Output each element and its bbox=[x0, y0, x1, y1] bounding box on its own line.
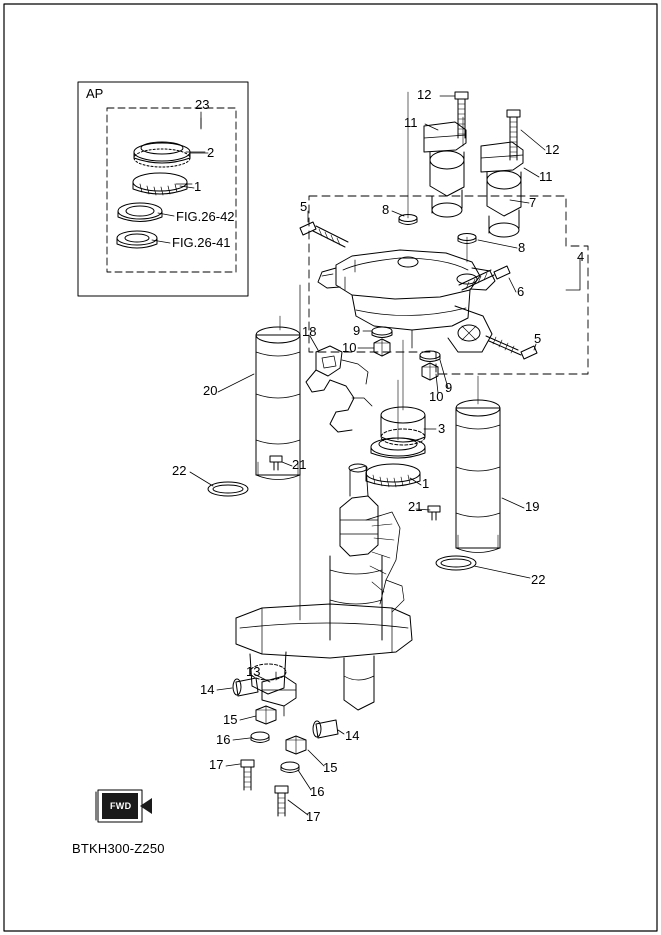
callout-number[interactable]: 20 bbox=[203, 383, 218, 398]
callout-number[interactable]: 15 bbox=[223, 712, 238, 727]
diagram-code: BTKH300-Z250 bbox=[72, 841, 165, 856]
callout-number[interactable]: 10 bbox=[342, 340, 357, 355]
callout-number[interactable]: 8 bbox=[382, 202, 390, 217]
callout-number[interactable]: 5 bbox=[534, 331, 542, 346]
fwd-arrow-label: FWD bbox=[110, 801, 132, 811]
callout-number[interactable]: 15 bbox=[323, 760, 338, 775]
ap-box-label: AP bbox=[86, 86, 104, 101]
callout-number[interactable]: 9 bbox=[353, 323, 361, 338]
callout-number[interactable]: 1 bbox=[194, 179, 202, 194]
callout-number[interactable]: 22 bbox=[531, 572, 546, 587]
callout-number[interactable]: 8 bbox=[518, 240, 526, 255]
callout-number[interactable]: 2 bbox=[207, 145, 215, 160]
callout-number[interactable]: 9 bbox=[445, 380, 453, 395]
callout-number[interactable]: 14 bbox=[200, 682, 215, 697]
callout-number[interactable]: 11 bbox=[404, 115, 418, 130]
callout-number[interactable]: 13 bbox=[246, 664, 261, 679]
callout-number[interactable]: 5 bbox=[300, 199, 308, 214]
figure-ref[interactable]: FIG.26-42 bbox=[176, 209, 235, 224]
callout-number[interactable]: 11 bbox=[539, 169, 553, 184]
callout-number[interactable]: 10 bbox=[429, 389, 444, 404]
callout-number[interactable]: 17 bbox=[209, 757, 224, 772]
callout-number[interactable]: 16 bbox=[310, 784, 325, 799]
callout-number[interactable]: 14 bbox=[345, 728, 360, 743]
callout-number[interactable]: 7 bbox=[529, 195, 537, 210]
callout-number[interactable]: 1 bbox=[422, 476, 430, 491]
callout-number[interactable]: 6 bbox=[517, 284, 525, 299]
callout-number[interactable]: 12 bbox=[417, 87, 432, 102]
callout-number[interactable]: 4 bbox=[577, 249, 585, 264]
callout-number[interactable]: 17 bbox=[306, 809, 321, 824]
callout-number[interactable]: 22 bbox=[172, 463, 187, 478]
figure-ref[interactable]: FIG.26-41 bbox=[172, 235, 231, 250]
callout-number[interactable]: 21 bbox=[292, 457, 307, 472]
callout-number[interactable]: 21 bbox=[408, 499, 423, 514]
callout-number[interactable]: 23 bbox=[195, 97, 210, 112]
callout-number[interactable]: 19 bbox=[525, 499, 540, 514]
callout-number[interactable]: 16 bbox=[216, 732, 231, 747]
callout-number[interactable]: 18 bbox=[302, 324, 317, 339]
callout-number[interactable]: 3 bbox=[438, 421, 446, 436]
callout-number[interactable]: 12 bbox=[545, 142, 560, 157]
